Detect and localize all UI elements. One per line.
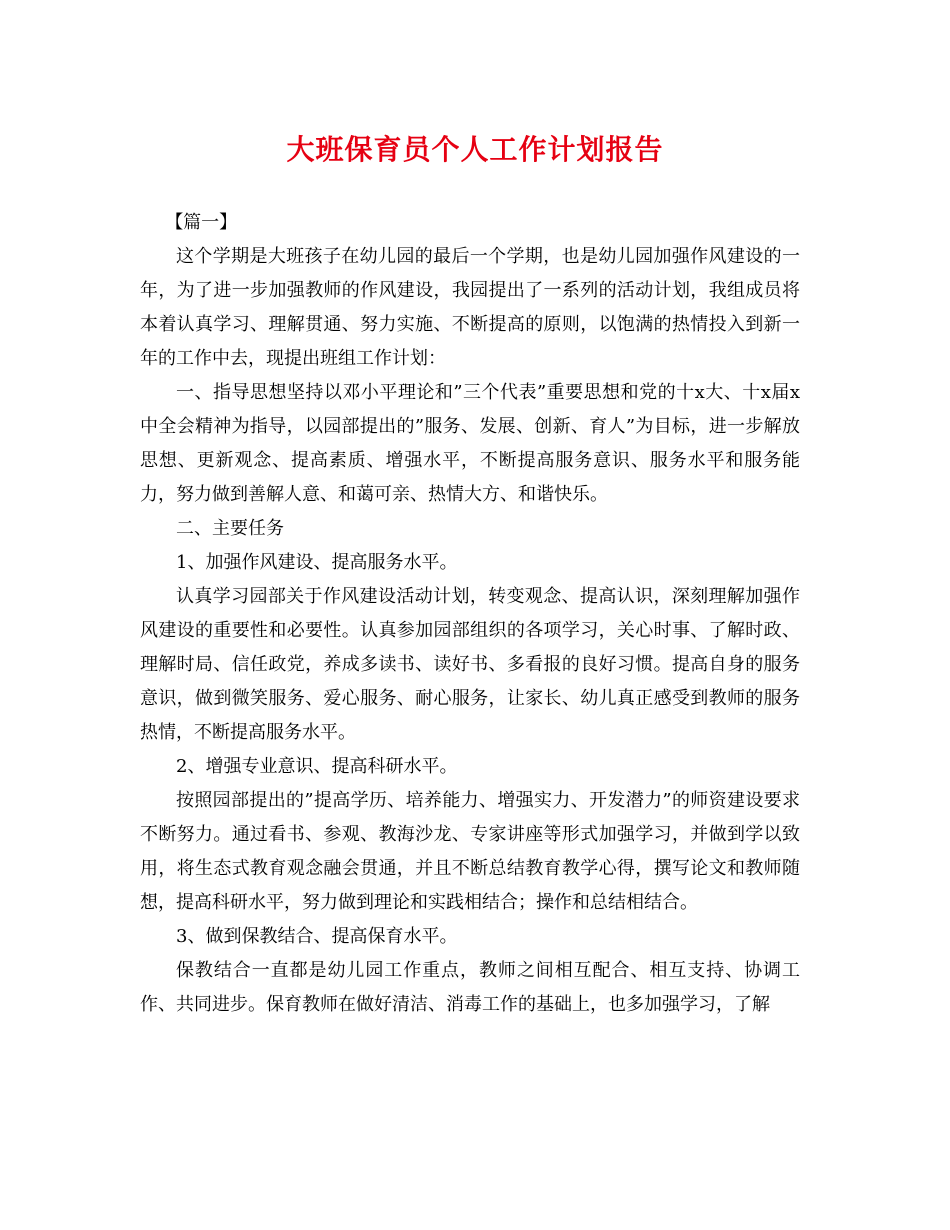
heading-task-2: 2、增强专业意识、提高科研水平。 — [176, 756, 458, 777]
paragraph-task-3: 保教结合一直都是幼儿园工作重点，教师之间相互配合、相互支持、协调工作、共同进步。保育教师在做好清洁、消毒工作的基础上，也多加强学习，了解 — [140, 960, 800, 1015]
heading-main-tasks: 二、主要任务 — [176, 518, 284, 539]
paragraph-guiding-ideology: 一、指导思想坚持以邓小平理论和”三个代表”重要思想和党的十x大、十x届x中全会精神为指导，以园部提出的”服务、发展、创新、育人”为目标，进一步解放思想、更新观念、提高素质、增强水平，不断提高服务意识、服务水平和服务能力，努力做到善解人意、和蔼可亲、热情大方、和谐快乐。 — [140, 382, 800, 505]
document-title: 大班保育员个人工作计划报告 — [286, 133, 664, 166]
document-body — [140, 206, 800, 1022]
heading-task-3: 3、做到保教结合、提高保育水平。 — [176, 926, 458, 947]
section-label: 【篇一】 — [165, 212, 238, 233]
paragraph-intro: 这个学期是大班孩子在幼儿园的最后一个学期，也是幼儿园加强作风建设的一年，为了进一步加强教师的作风建设，我园提出了一系列的活动计划，我组成员将本着认真学习、理解贯通、努力实施、不断提高的原则，以饱满的热情投入到新一年的工作中去，现提出班组工作计划： — [140, 246, 800, 369]
heading-task-1: 1、加强作风建设、提高服务水平。 — [176, 552, 458, 573]
paragraph-task-2: 按照园部提出的”提高学历、培养能力、增强实力、开发潜力”的师资建设要求不断努力。通过看书、参观、教海沙龙、专家讲座等形式加强学习，并做到学以致用，将生态式教育观念融会贯通，并且不断总结教育教学心得，撰写论文和教师随想，提高科研水平，努力做到理论和实践相结合；操作和总结相结合。 — [140, 790, 800, 913]
paragraph-task-1: 认真学习园部关于作风建设活动计划，转变观念、提高认识，深刻理解加强作风建设的重要性和必要性。认真参加园部组织的各项学习，关心时事、了解时政、理解时局、信任政党，养成多读书、读好书、多看报的良好习惯。提高自身的服务意识，做到微笑服务、爱心服务、耐心服务，让家长、幼儿真正感受到教师的服务热情，不断提高服务水平。 — [140, 586, 800, 743]
